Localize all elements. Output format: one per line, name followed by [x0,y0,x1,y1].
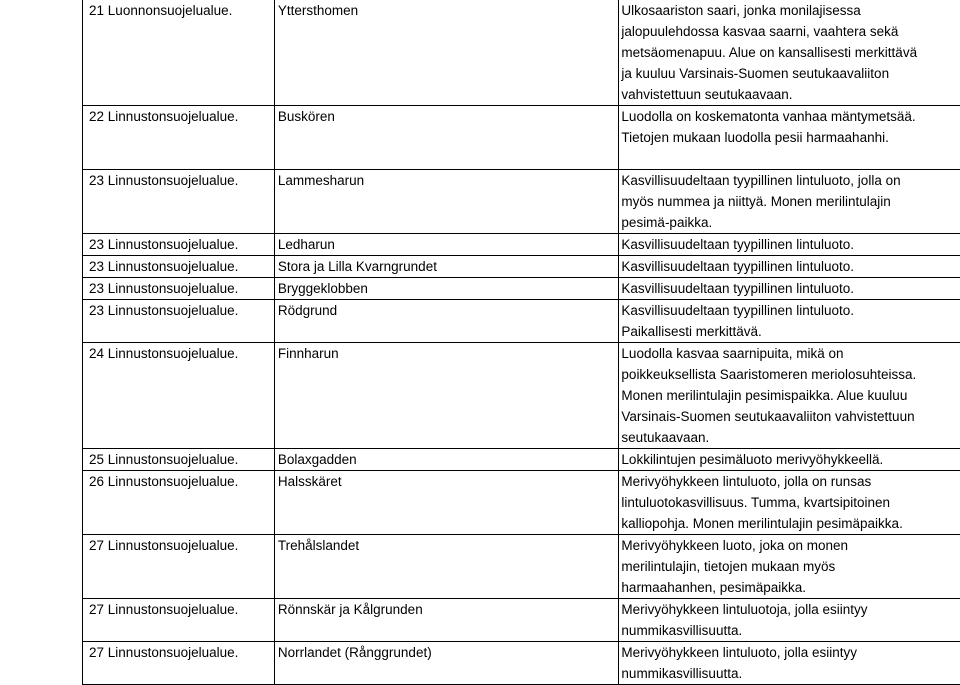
area-name: Ledharun [274,234,619,256]
area-number: 27 [89,645,104,660]
area-name: Norrlandet (Rånggrundet) [274,642,619,685]
description-line: nummikasvillisuutta. [621,663,960,684]
area-name: Bolaxgadden [274,449,619,471]
area-type: Linnustonsuojelualue. [108,538,239,553]
area-number: 27 [89,602,104,617]
description-line: Kasvillisuudeltaan tyypillinen lintuluoto, jolla on [621,170,960,191]
area-number-type-cell [83,170,275,234]
area-description [619,471,960,535]
description-line: Kasvillisuudeltaan tyypillinen lintuluoto. [621,234,960,255]
area-type: Luonnonsuojelualue. [108,3,233,18]
description-line: Merivyöhykkeen lintuluotoja, jolla esiintyy [621,599,960,620]
area-name: Rödgrund [274,300,619,343]
description-line: nummikasvillisuutta. [621,620,960,641]
area-type: Linnustonsuojelualue. [108,109,239,124]
area-description [619,449,960,471]
area-description [619,343,960,449]
description-line: myös nummea ja niittyä. Monen merilintulajin [621,191,960,212]
area-number: 23 [89,237,104,252]
area-description [619,0,960,106]
area-type: Linnustonsuojelualue. [108,281,239,296]
description-line: ja kuuluu Varsinais-Suomen seutukaavaliiton [621,63,960,84]
description-line: Kasvillisuudeltaan tyypillinen lintuluoto. [621,300,960,321]
area-type: Linnustonsuojelualue. [108,173,239,188]
area-description [619,170,960,234]
area-name: Halsskäret [274,471,619,535]
description-line: Merivyöhykkeen luoto, joka on monen [621,535,960,556]
description-line: harmaahanhen, pesimäpaikka. [621,577,960,598]
description-line: kalliopohja. Monen merilintulajin pesimäpaikka. [621,513,960,534]
table-row [83,471,960,535]
table-row [83,0,960,106]
area-description [619,106,960,170]
area-number: 23 [89,259,104,274]
area-number-type-cell [83,0,275,106]
description-line: metsäomenapuu. Alue on kansallisesti merkittävä [621,42,960,63]
area-name: Yttersthomen [274,0,619,106]
description-line: jalopuulehdossa kasvaa saarni, vaahtera sekä [621,21,960,42]
area-number: 24 [89,346,104,361]
description-line: Paikallisesti merkittävä. [621,321,960,342]
description-line: Kasvillisuudeltaan tyypillinen lintuluoto. [621,278,960,299]
description-line: Lokkilintujen pesimäluoto merivyöhykkeellä. [621,449,960,470]
description-line: Merivyöhykkeen lintuluoto, jolla on runsas [621,471,960,492]
table-row [83,599,960,642]
table-body [83,0,960,685]
description-line: pesimä-paikka. [621,212,960,233]
description-line: Merivyöhykkeen lintuluoto, jolla esiintyy [621,642,960,663]
table-row [83,234,960,256]
table-row [83,449,960,471]
area-type: Linnustonsuojelualue. [108,346,239,361]
area-type: Linnustonsuojelualue. [108,303,239,318]
description-line: seutukaavaan. [621,427,960,448]
area-name: Stora ja Lilla Kvarngrundet [274,256,619,278]
description-line: Kasvillisuudeltaan tyypillinen lintuluoto. [621,256,960,277]
description-line: Monen merilintulajin pesimispaikka. Alue kuuluu [621,385,960,406]
area-name: Bryggeklobben [274,278,619,300]
table-row [83,278,960,300]
area-type: Linnustonsuojelualue. [108,474,239,489]
area-type: Linnustonsuojelualue. [108,645,239,660]
area-number: 23 [89,303,104,318]
table-row [83,642,960,685]
area-number-type-cell [83,256,275,278]
area-description [619,599,960,642]
area-type: Linnustonsuojelualue. [108,602,239,617]
description-line [621,148,960,169]
table-row [83,535,960,599]
area-name: Rönnskär ja Kålgrunden [274,599,619,642]
area-number-type-cell [83,599,275,642]
area-number-type-cell [83,343,275,449]
area-description [619,300,960,343]
area-number: 21 [89,3,104,18]
area-name: Trehålslandet [274,535,619,599]
area-name: Lammesharun [274,170,619,234]
area-number-type-cell [83,278,275,300]
description-line: Ulkosaariston saari, jonka monilajisessa [621,0,960,21]
area-number-type-cell [83,471,275,535]
area-number-type-cell [83,642,275,685]
area-description [619,278,960,300]
protected-areas-table [82,0,960,685]
area-description [619,256,960,278]
area-number-type-cell [83,106,275,170]
description-line: Luodolla on koskematonta vanhaa mäntymetsää. [621,106,960,127]
area-number: 23 [89,173,104,188]
description-line: merilintulajin, tietojen mukaan myös [621,556,960,577]
area-number-type-cell [83,535,275,599]
description-line: Tietojen mukaan luodolla pesii harmaahanhi. [621,127,960,148]
area-description [619,234,960,256]
table-row [83,106,960,170]
area-type: Linnustonsuojelualue. [108,259,239,274]
area-number-type-cell [83,234,275,256]
area-name: Buskören [274,106,619,170]
table-row [83,300,960,343]
area-type: Linnustonsuojelualue. [108,452,239,467]
area-description [619,642,960,685]
table-row [83,256,960,278]
area-type: Linnustonsuojelualue. [108,237,239,252]
description-line: Luodolla kasvaa saarnipuita, mikä on [621,343,960,364]
area-number: 26 [89,474,104,489]
description-line: vahvistettuun seutukaavaan. [621,84,960,105]
table-row [83,170,960,234]
description-line: Varsinais-Suomen seutukaavaliiton vahvistettuun [621,406,960,427]
area-number-type-cell [83,449,275,471]
description-line: lintuluotokasvillisuus. Tumma, kvartsipitoinen [621,492,960,513]
area-number: 23 [89,281,104,296]
area-number: 25 [89,452,104,467]
description-line: poikkeuksellista Saaristomeren meriolosuhteissa. [621,364,960,385]
table-row [83,343,960,449]
area-name: Finnharun [274,343,619,449]
area-number: 22 [89,109,104,124]
area-number: 27 [89,538,104,553]
area-number-type-cell [83,300,275,343]
area-description [619,535,960,599]
